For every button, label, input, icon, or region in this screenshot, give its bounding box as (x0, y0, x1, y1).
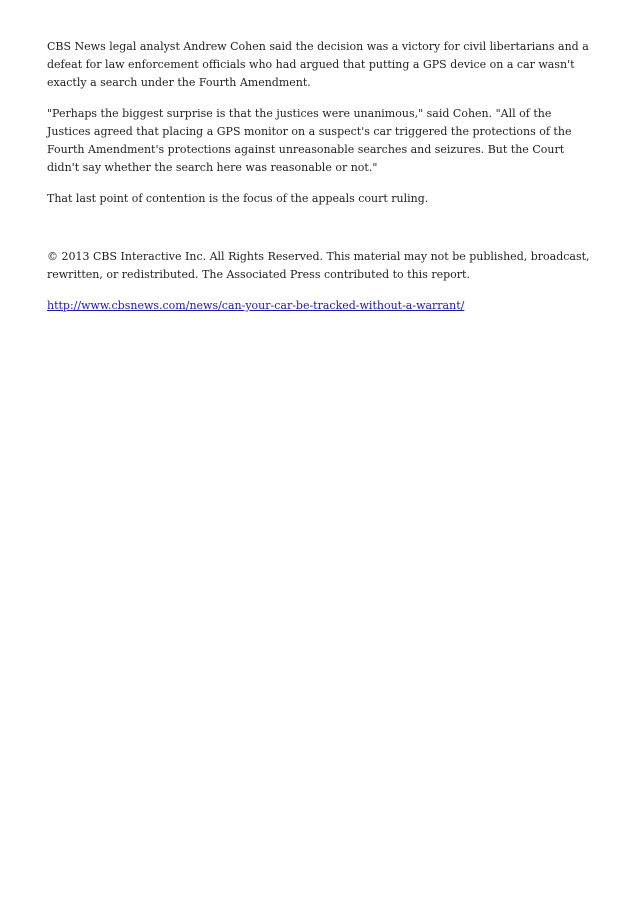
copyright-notice: © 2013 CBS Interactive Inc. All Rights Reserved. This material may not be published, broadcast, rewritten, or redistributed. The Associated Press contributed to this report. (47, 250, 590, 281)
article-paragraph-2: "Perhaps the biggest surprise is that the justices were unanimous," said Cohen. "All of the Justices agreed that placing a GPS monitor on a suspect's car triggered the protections of the Fourth Amendment's protections against unreasonable searches and seizures. But the Court didn't say whether the search here was reasonable or not." (47, 107, 572, 174)
source-link[interactable]: http://www.cbsnews.com/news/can-your-car-be-tracked-without-a-warrant/ (47, 299, 465, 312)
source-link-line (47, 297, 595, 315)
article-paragraph-3: That last point of contention is the focus of the appeals court ruling. (47, 192, 429, 205)
article-paragraph-1: CBS News legal analyst Andrew Cohen said the decision was a victory for civil libertarians and a defeat for law enforcement officials who had argued that putting a GPS device on a car wasn't exactly a search under the Fourth Amendment. (47, 40, 589, 89)
section-spacer (47, 221, 595, 248)
document-page (47, 38, 595, 328)
